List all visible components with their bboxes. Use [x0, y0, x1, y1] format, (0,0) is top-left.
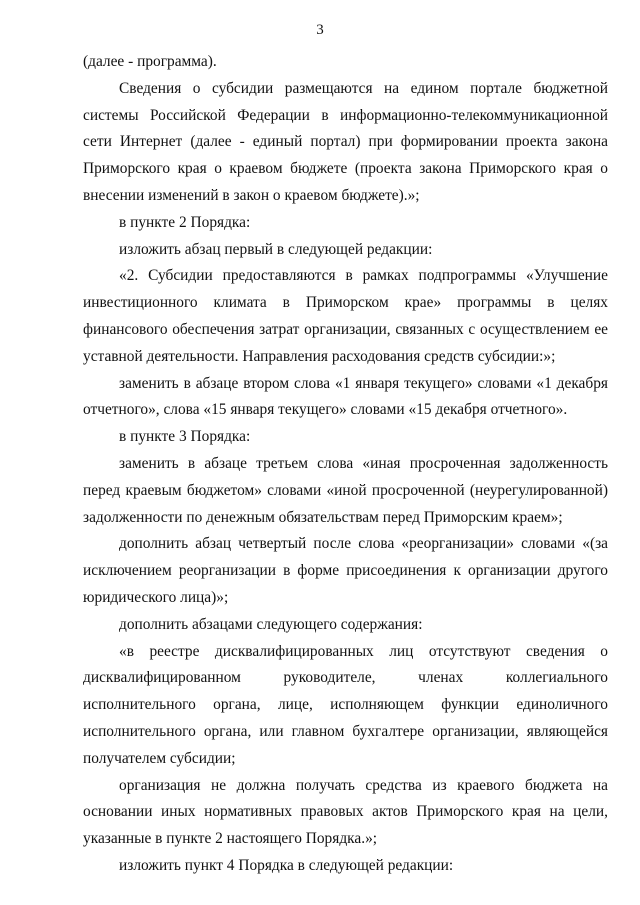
paragraph-point-3-replace: заменить в абзаце третьем слова «иная просроченная задолженность перед краевым бюджетом» словами «иной просроченной (неурегулированной) задолженности по денежным обязательствам перед Приморским краем»;: [83, 454, 608, 526]
paragraph-point-3-heading: в пункте 3 Порядка:: [119, 428, 251, 446]
paragraph-point-2-instruction: изложить абзац первый в следующей редакции:: [119, 240, 433, 258]
document-body: [83, 49, 608, 880]
paragraph-point-3-add-heading: дополнить абзацами следующего содержания:: [119, 615, 423, 633]
paragraph-subsidy-info: Сведения о субсидии размещаются на едином портале бюджетной системы Российской Федерации в информационно-телекоммуникационной сети Интернет (далее - единый портал) при формировании проекта закона Приморского края о краевом бюджете (проекта закона Приморского края о внесении изменений в закон о краевом бюджете).»;: [83, 79, 608, 204]
paragraph-point-3-supplement: дополнить абзац четвертый после слова «реорганизации» словами «(за исключением реорганизации в форме присоединения к организации другого юридического лица)»;: [83, 535, 608, 606]
paragraph-point-2-new-text: «2. Субсидии предоставляются в рамках подпрограммы «Улучшение инвестиционного климата в Приморском крае» программы в целях финансового обеспечения затрат организации, связанных с осуществлением ее уставной деятельности. Направления расходования средств субсидии:»;: [83, 267, 608, 365]
paragraph-point-2-heading: в пункте 2 Порядка:: [119, 213, 251, 231]
paragraph-point-3-added-funding: организация не должна получать средства из краевого бюджета на основании иных нормативных правовых актов Приморского края на цели, указанные в пункте 2 настоящего Порядка.»;: [83, 776, 608, 848]
paragraph-point-3-added-register: «в реестре дисквалифицированных лиц отсутствуют сведения о дисквалифицированном руководителе, членах коллегиального исполнительного органа, лице, исполняющем функции единоличного исполнительного органа, или главном бухгалтере организации, являющейся получателем субсидии;: [83, 642, 608, 767]
paragraph-continuation: (далее - программа).: [83, 53, 217, 70]
paragraph-point-2-replace: заменить в абзаце втором слова «1 января текущего» словами «1 декабря отчетного», слова «15 января текущего» словами «15 декабря отчетного».: [83, 374, 608, 419]
paragraph-point-4-heading: изложить пункт 4 Порядка в следующей редакции:: [119, 856, 454, 874]
page-number: 3: [316, 22, 324, 38]
